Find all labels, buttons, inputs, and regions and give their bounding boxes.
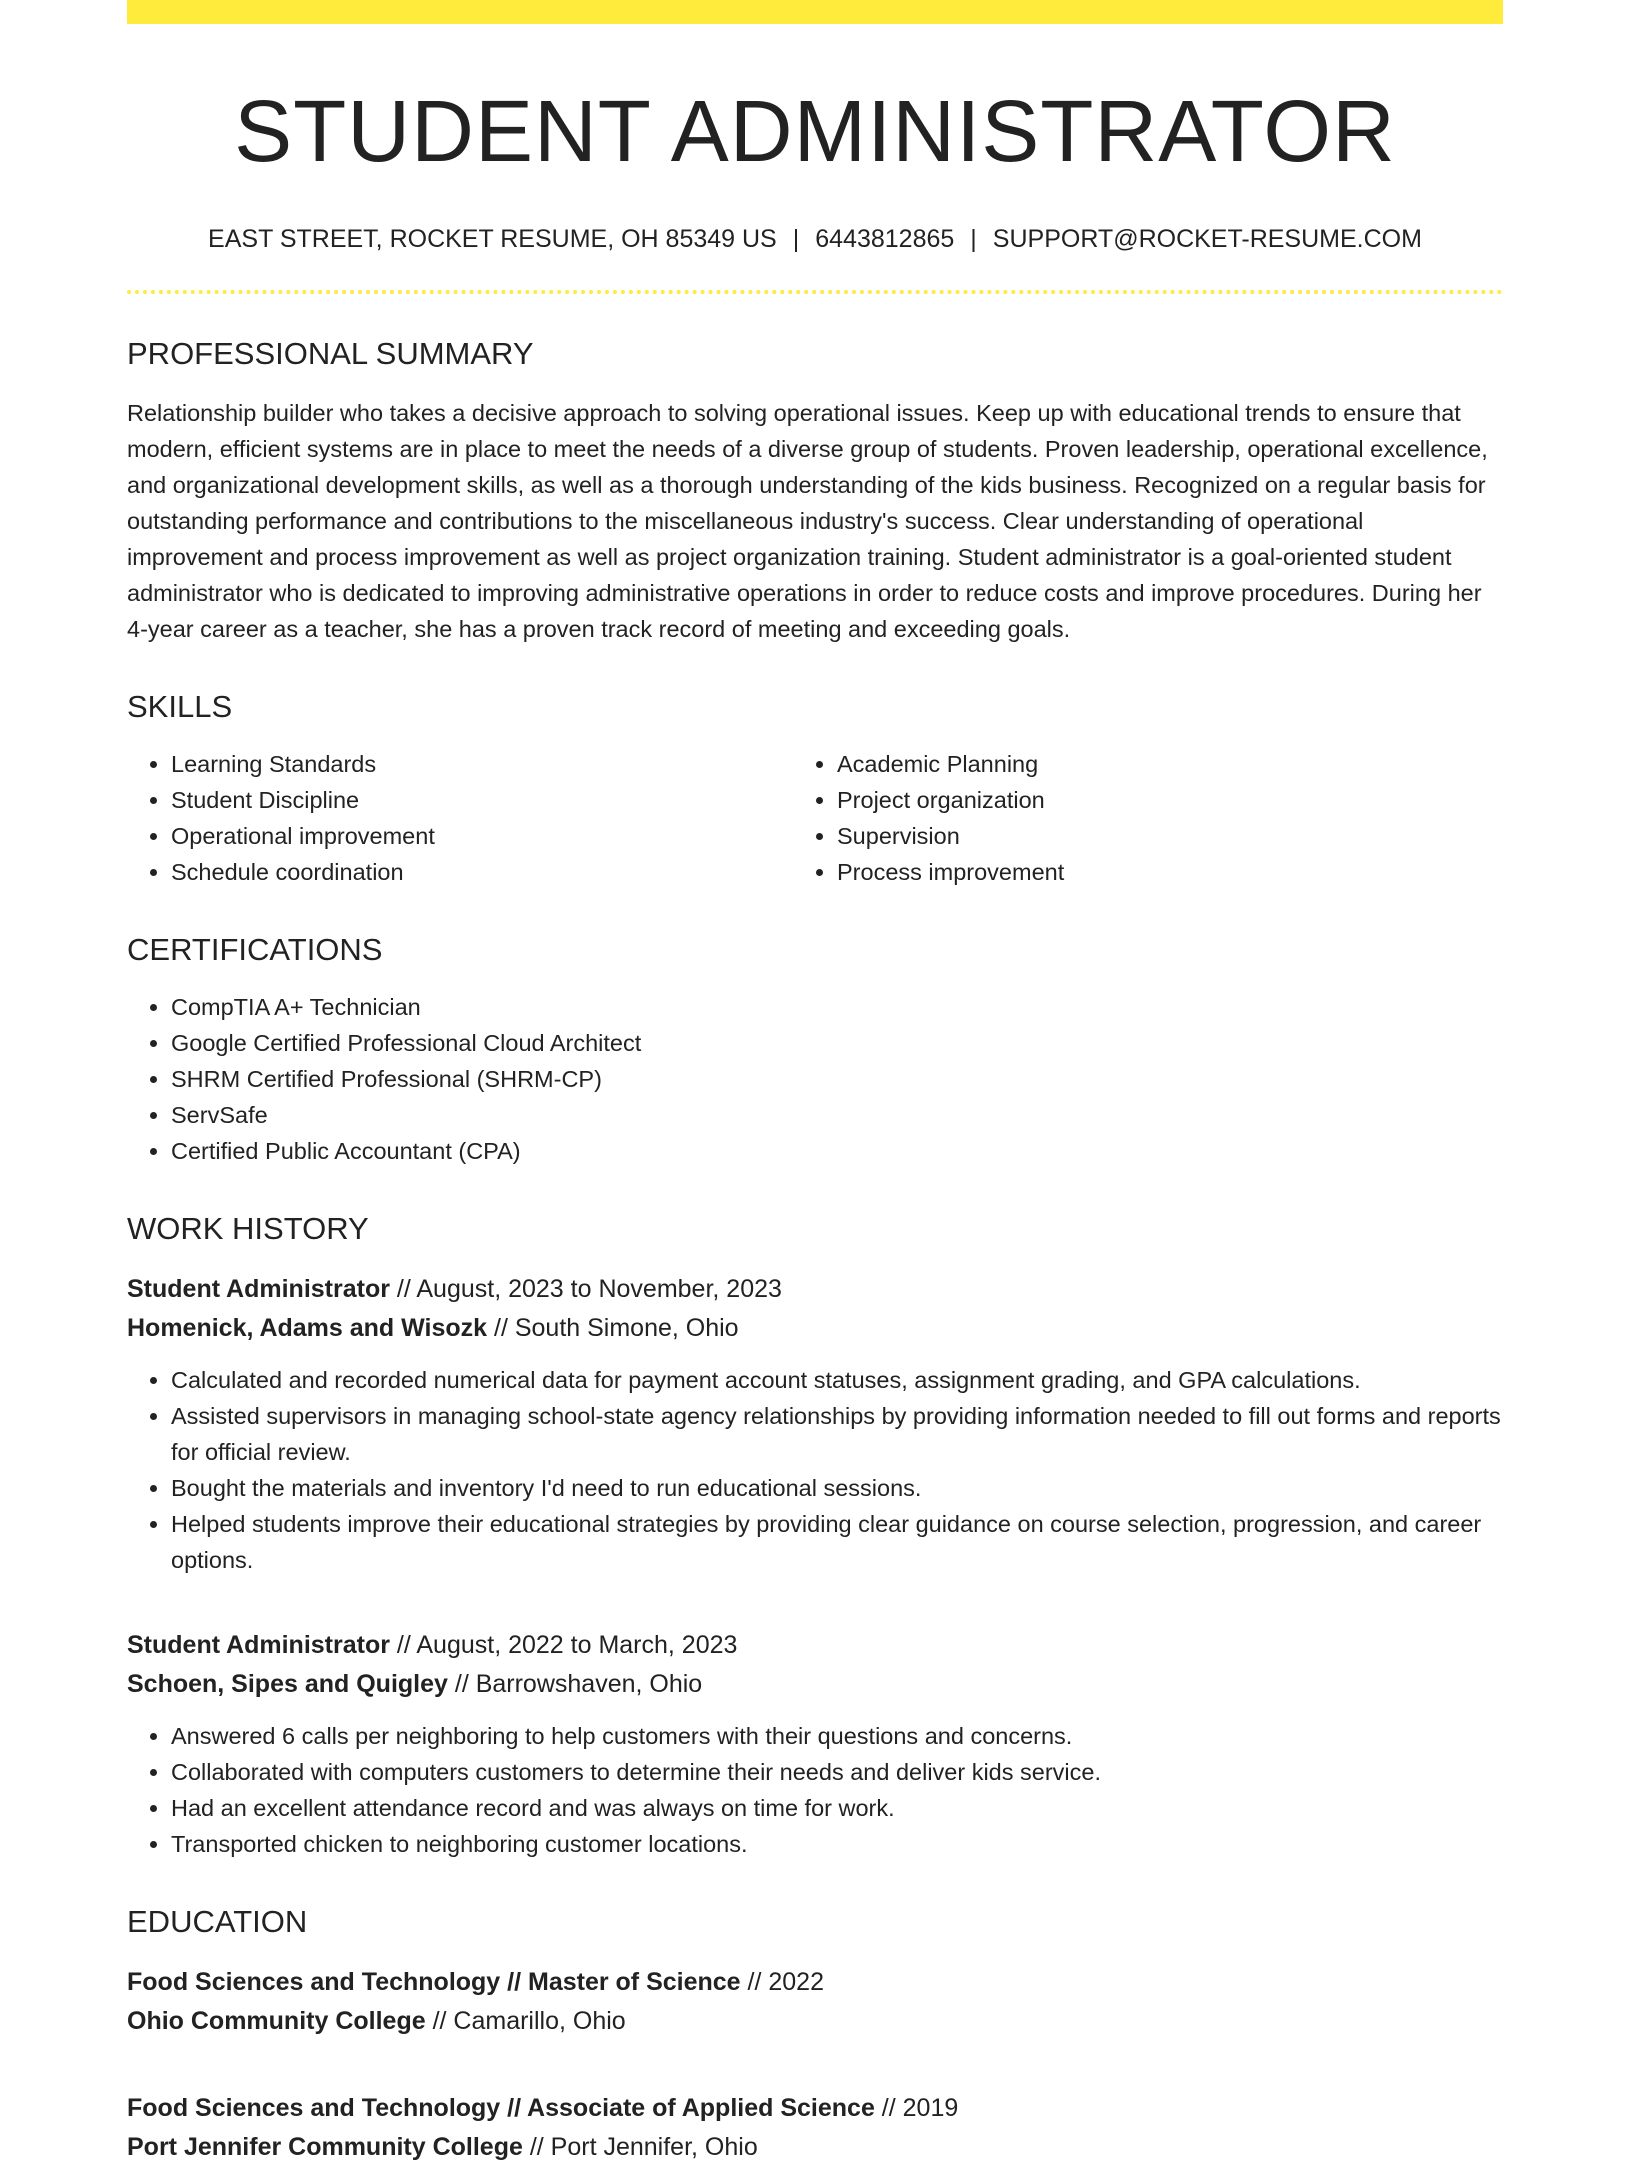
skill-item: • Academic Planning [837, 746, 1503, 782]
work-history-heading: WORK HISTORY [127, 1210, 369, 1246]
job-company: Homenick, Adams and Wisozk [127, 1313, 488, 1342]
certification-item: • ServSafe [171, 1097, 1503, 1133]
school-line [127, 2128, 1503, 2167]
certification-item: • CompTIA A+ Technician [171, 989, 1503, 1025]
job-company: Schoen, Sipes and Quigley [127, 1669, 448, 1698]
job-location: // Barrowshaven, Ohio [447, 1669, 703, 1698]
job-title-line [127, 1626, 1503, 1665]
skill-item: • Student Discipline [171, 782, 837, 818]
contact-separator: | [792, 224, 800, 253]
skill-item: • Learning Standards [171, 746, 837, 782]
degree-line [127, 2089, 1503, 2128]
summary-heading: PROFESSIONAL SUMMARY [127, 335, 534, 371]
degree-year: // 2022 [740, 1967, 824, 1996]
contact-line [127, 224, 1503, 254]
education-heading: EDUCATION [127, 1903, 308, 1939]
job-entry [127, 1270, 1503, 1578]
school: Port Jennifer Community College [127, 2132, 523, 2161]
contact-separator: | [970, 224, 977, 253]
skill-item: • Supervision [837, 818, 1503, 854]
education-entry [127, 2089, 1503, 2167]
school-line [127, 2002, 1503, 2041]
accent-top-bar [127, 0, 1503, 24]
skill-item: • Process improvement [837, 854, 1503, 890]
job-title-line [127, 1270, 1503, 1309]
job-bullet: • Answered 6 calls per neighboring to help customers with their questions and concerns. [171, 1718, 1503, 1754]
education-entry [127, 1963, 1503, 2041]
job-bullets [127, 1362, 1503, 1578]
job-bullets [127, 1718, 1503, 1862]
skill-item: • Project organization [837, 782, 1503, 818]
degree-year: // 2019 [874, 2093, 959, 2122]
job-bullet: • Bought the materials and inventory I'd need to run educational sessions. [171, 1470, 1503, 1506]
job-bullet: • Transported chicken to neighboring customer locations. [171, 1826, 1503, 1862]
certifications-list [127, 989, 1503, 1169]
job-bullet: • Had an excellent attendance record and was always on time for work. [171, 1790, 1503, 1826]
job-bullet: • Calculated and recorded numerical data for payment account statuses, assignment grading, and GPA calculations. [171, 1362, 1503, 1398]
certification-item: • Certified Public Accountant (CPA) [171, 1133, 1503, 1169]
job-title: Student Administrator [127, 1630, 390, 1659]
dotted-divider [127, 290, 1503, 294]
school: Ohio Community College [127, 2006, 426, 2035]
school-location: // Port Jennifer, Ohio [522, 2132, 758, 2161]
certifications-heading: CERTIFICATIONS [127, 931, 383, 967]
skills-list [127, 746, 1503, 890]
job-bullet: • Assisted supervisors in managing school-state agency relationships by providing information needed to fill out forms and reports for official review. [171, 1398, 1503, 1470]
certification-item: • SHRM Certified Professional (SHRM-CP) [171, 1061, 1503, 1097]
summary-text: Relationship builder who takes a decisive approach to solving operational issues. Keep up with educational trends to ensure that modern, efficient systems are in place to meet the needs of a diverse group of students. Proven leadership, operational excellence, and organizational development skills, as well as a thorough understanding of the kids business. Recognized on a regular basis for outstanding performance and contributions to the miscellaneous industry's success. Clear understanding of operational improvement and process improvement as well as project organization training. Student administrator is a goal-oriented student administrator who is dedicated to improving administrative operations in order to reduce costs and improve procedures. During her 4-year career as a teacher, she has a proven track record of meeting and exceeding goals. [127, 399, 1488, 642]
skills-heading: SKILLS [127, 688, 233, 724]
job-bullet: • Collaborated with computers customers to determine their needs and deliver kids service. [171, 1754, 1503, 1790]
contact-email[interactable]: SUPPORT@ROCKET-RESUME.COM [992, 224, 1422, 253]
certification-item: • Google Certified Professional Cloud Architect [171, 1025, 1503, 1061]
job-company-line [127, 1309, 1503, 1348]
contact-phone: 6443812865 [815, 224, 955, 253]
job-bullet: • Helped students improve their educational strategies by providing clear guidance on course selection, progression, and career options. [171, 1506, 1503, 1578]
job-location: // South Simone, Ohio [487, 1313, 739, 1342]
school-location: // Camarillo, Ohio [425, 2006, 626, 2035]
job-title: Student Administrator [127, 1274, 390, 1303]
resume-page [127, 0, 1503, 2167]
resume-name: STUDENT ADMINISTRATOR [234, 83, 1396, 180]
degree-line [127, 1963, 1503, 2002]
skill-item: • Schedule coordination [171, 854, 837, 890]
skill-item: • Operational improvement [171, 818, 837, 854]
job-dates: // August, 2022 to March, 2023 [389, 1630, 738, 1659]
job-entry [127, 1626, 1503, 1862]
job-dates: // August, 2023 to November, 2023 [389, 1274, 782, 1303]
degree: Food Sciences and Technology // Associate of Applied Science [127, 2093, 875, 2122]
degree: Food Sciences and Technology // Master of Science [127, 1967, 741, 1996]
job-company-line [127, 1665, 1503, 1704]
contact-address: EAST STREET, ROCKET RESUME, OH 85349 US [208, 224, 777, 253]
